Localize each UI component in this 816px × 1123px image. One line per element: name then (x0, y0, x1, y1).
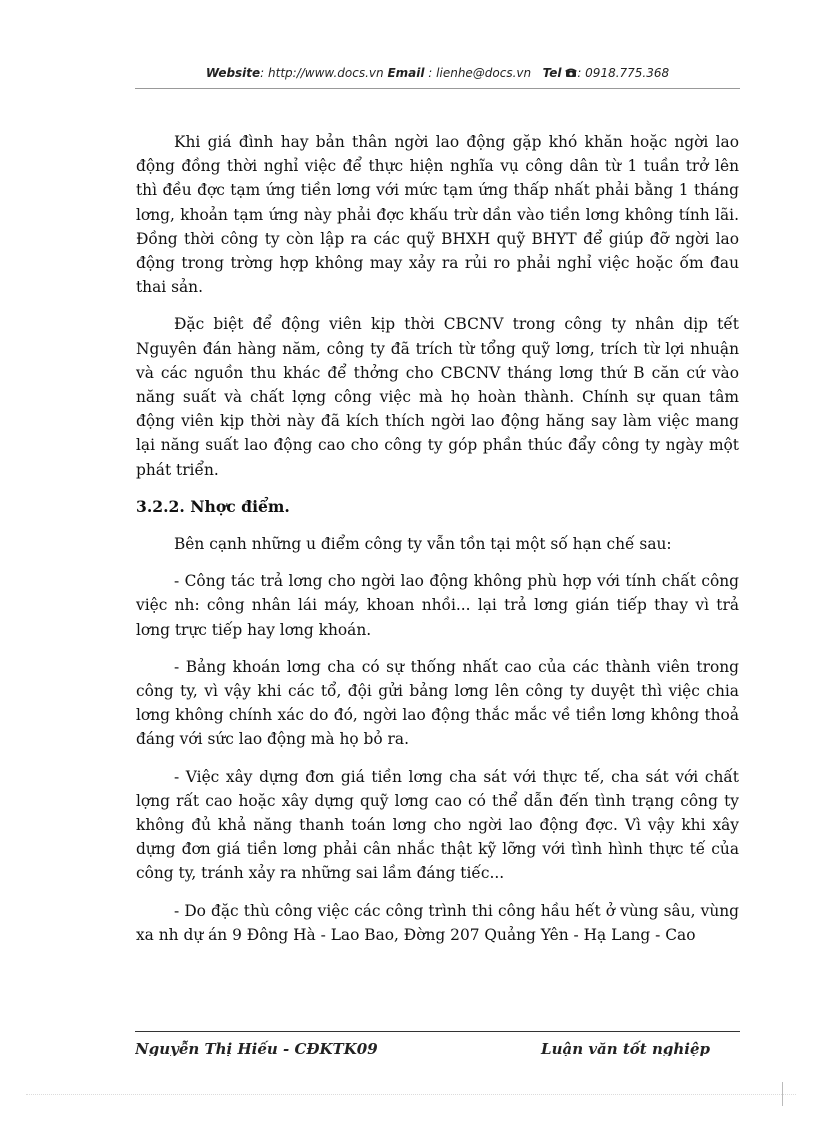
document-body (136, 130, 739, 960)
crop-mark (782, 1082, 797, 1106)
footer-doc-type: Luận văn tốt nghiệp (541, 1040, 710, 1056)
footer-author: Nguyễn Thị Hiếu - CĐKTK09 (135, 1040, 378, 1056)
paragraph-6: - Việc xây dựng đơn giá tiền lơng cha sát với thực tế, cha sát với chất lợng rất cao hoặc xây dựng quỹ lơng cao có thể dẫn đến tình trạng công ty không đủ khả năng thanh toán lơng cho ngời lao động đợc. Vì vậy khi xây dựng đơn giá tiền lơng phải cân nhắc thật kỹ lỡng với tình hình thực tế của công ty, tránh xảy ra những sai lầm đáng tiếc... (136, 767, 739, 883)
page-footer (135, 1040, 740, 1056)
paragraph-1: Khi giá đình hay bản thân ngời lao động gặp khó khăn hoặc ngời lao động đồng thời nghỉ việc để thực hiện nghĩa vụ công dân từ 1 tuần trở lên thì đều đợc tạm ứng tiền lơng với mức tạm ứng thấp nhất phải bằng 1 tháng lơng, khoản tạm ứng này phải đợc khấu trừ dần vào tiền lơng không tính lãi. Đồng thời công ty còn lập ra các quỹ BHXH quỹ BHYT để giúp đỡ ngời lao động trong trờng hợp không may xảy ra rủi ro phải nghỉ việc hoặc ốm đau thai sản. (136, 133, 739, 297)
header-divider (135, 88, 740, 89)
tel-label: Tel (542, 66, 562, 80)
section-heading: 3.2.2. Nhợc điểm. (136, 496, 290, 516)
page-header (135, 66, 740, 80)
website-url[interactable]: : http://www.docs.vn (260, 66, 384, 80)
paragraph-7: - Do đặc thù công việc các công trình thi công hầu hết ở vùng sâu, vùng xa nh dự án 9 Đông Hà - Lao Bao, Đờng 207 Quảng Yên - Hạ Lang - Cao (136, 901, 739, 944)
email-address[interactable]: : lienhe@docs.vn (424, 66, 532, 80)
telephone-icon (565, 67, 577, 78)
email-label: Email (387, 66, 425, 80)
tel-number: : 0918.775.368 (577, 66, 670, 80)
page-edge-divider (26, 1094, 796, 1095)
paragraph-3: Bên cạnh những u điểm công ty vẫn tồn tại một số hạn chế sau: (174, 535, 672, 554)
website-label: Website (205, 66, 261, 80)
paragraph-5: - Bảng khoán lơng cha có sự thống nhất cao của các thành viên trong công ty, vì vậy khi các tổ, đội gửi bảng lơng lên công ty duyệt thì việc chia lơng không chính xác do đó, ngời lao động thắc mắc về tiền lơng không thoả đáng với sức lao động mà họ bỏ ra. (136, 657, 739, 749)
footer-divider (135, 1031, 740, 1032)
paragraph-2: Đặc biệt để động viên kịp thời CBCNV trong công ty nhân dịp tết Nguyên đán hàng năm, công ty đã trích từ tổng quỹ lơng, trích từ lợi nhuận và các nguồn thu khác để thởng cho CBCNV tháng lơng thứ B căn cứ vào năng suất và chất lợng công việc mà họ hoàn thành. Chính sự quan tâm động viên kịp thời này đã kích thích ngời lao động hăng say làm việc mang lại năng suất lao động cao cho công ty góp phần thúc đẩy công ty ngày một phát triển. (136, 315, 739, 479)
paragraph-4: - Công tác trả lơng cho ngời lao động không phù hợp với tính chất công việc nh: công nhân lái máy, khoan nhồi... lại trả lơng gián tiếp thay vì trả lơng trực tiếp hay lơng khoán. (136, 572, 739, 639)
